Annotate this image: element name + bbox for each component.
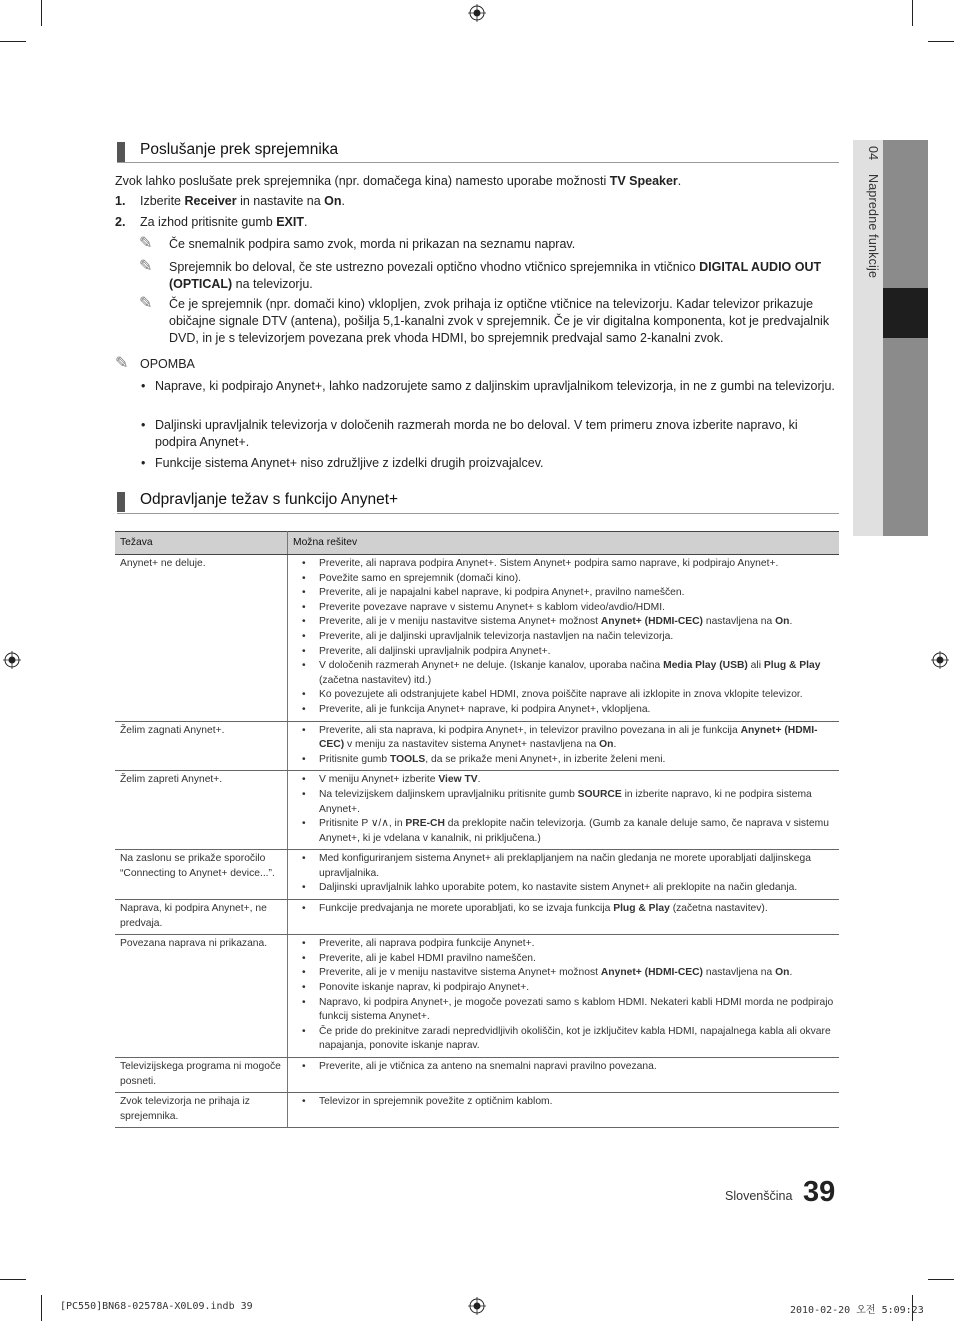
problem-cell: Anynet+ ne deluje. [115,555,288,722]
opomba-label: OPOMBA [140,357,195,371]
solution-item: • Ko povezujete ali odstranjujete kabel HDMI, znova poiščite naprave ali izklopite in znova vklopite televizor. [293,688,834,703]
bullet-marker: • [141,379,146,393]
problem-cell: Televizijskega programa ni mogoče posneti. [115,1058,288,1093]
solution-item: • Ponovite iskanje naprav, ki podpirajo Anynet+. [293,981,834,996]
table-row [115,1093,839,1128]
solution-cell [288,935,840,1058]
crop-mark [41,1295,42,1321]
pencil-note-icon: ✎ [139,235,153,252]
print-date: 2010-02-20 오전 5:09:23 [790,1305,924,1316]
note-text: Če snemalnik podpira samo zvok, morda ni prikazan na seznamu naprav. [169,237,576,251]
table-row [115,555,839,722]
solution-cell [288,850,840,900]
heading-rule [117,513,839,514]
solution-cell [288,721,840,771]
pencil-note-icon: ✎ [115,355,129,372]
solution-item: • Preverite, ali sta naprava, ki podpira Anynet+, in televizor pravilno povezana in ali je funkcija Anynet+ (HDMI-CEC) v meniju za nastavitev sistema Anynet+ nastavljena na On. [293,724,834,753]
solution-item: • Napravo, ki podpira Anynet+, je mogoče povezati samo s kablom HDMI. Nekateri kabli HDMI morda ne podpirajo funkcij sistema Anynet+. [293,996,834,1025]
solution-item: • Preverite, ali je v meniju nastavitve sistema Anynet+ možnost Anynet+ (HDMI-CEC) nastavljena na On. [293,966,834,981]
problem-cell: Želim zagnati Anynet+. [115,721,288,771]
solution-item: • Če pride do prekinitve zaradi nepredvidljivih okoliščin, kot je izključitev kabla HDMI, napajalnega kabla ali okvare napajanja, ponovite iskanje naprav. [293,1025,834,1054]
solution-item: • Preverite, ali naprava podpira Anynet+. Sistem Anynet+ podpira samo naprave, ki podpirajo Anynet+. [293,557,834,572]
solution-cell [288,900,840,935]
table-row [115,935,839,1058]
step-2: 2. Za izhod pritisnite gumb EXIT. [115,215,308,229]
column-header-solution: Možna rešitev [288,532,840,555]
file-info: [PC550]BN68-02578A-X0L09.indb 39 [60,1301,253,1312]
section-heading-receiver: Poslušanje prek sprejemnika [140,141,339,158]
solution-item: • V določenih razmerah Anynet+ ne deluje. (Iskanje kanalov, uporaba načina Media Play (USB) ali Plug & Play (začetna nastavitev) itd.) [293,659,834,688]
solution-item: • Na televizijskem daljinskem upravljalniku pritisnite gumb SOURCE in izberite napravo, ki ne podpira sistema Anynet+. [293,788,834,817]
solution-item: • Funkcije predvajanja ne morete uporabljati, ko se izvaja funkcija Plug & Play (začetna nastavitev). [293,902,834,917]
solution-item: • Povežite samo en sprejemnik (domači kino). [293,572,834,587]
solution-item: • Preverite, ali je kabel HDMI pravilno nameščen. [293,952,834,967]
registration-mark-icon [468,4,486,22]
chapter-number: 04 [866,146,880,161]
solution-item: • Pritisnite P ∨/∧, in PRE-CH da preklopite način televizorja. (Gumb za kanale deluje samo, če naprava v sistemu Anynet+, ki je vdelana v kanalnik, ni priključena.) [293,817,834,846]
table-row [115,771,839,850]
heading-marker [117,492,125,512]
table-row [115,721,839,771]
solution-item: • Pritisnite gumb TOOLS, da se prikaže meni Anynet+, in izberite želeni meni. [293,753,834,768]
chapter-tab-strip [883,140,928,288]
chapter-tab-marker [883,288,928,338]
solution-item: • Preverite povezave naprave v sistemu Anynet+ s kablom video/avdio/HDMI. [293,601,834,616]
table-header-row [115,532,839,555]
solution-item: • Preverite, ali je daljinski upravljalnik televizorja nastavljen na način televizorja. [293,630,834,645]
column-header-problem: Težava [115,532,288,555]
troubleshooting-table [115,531,839,1128]
problem-cell: Naprava, ki podpira Anynet+, ne predvaja. [115,900,288,935]
note-bullet: Naprave, ki podpirajo Anynet+, lahko nadzorujete samo z daljinskim upravljalnikom televizorja, in ne z gumbi na televizorju. [155,379,835,393]
problem-cell: Želim zapreti Anynet+. [115,771,288,850]
section-heading-troubleshooting: Odpravljanje težav s funkcijo Anynet+ [140,491,399,508]
note-text: Če je sprejemnik (npr. domači kino) vklopljen, zvok prihaja iz optične vtičnice na televizorju. Kadar televizor prikazuje običajne signale DTV (antena), pošilja 5,1-kanalni zvok v sprejemnik. Če je vir digitalna komponenta, kot je predvajalnik DVD, in je s televizorjem povezana prek vhoda HDMI, bo sprejemnik predvajal samo 2-kanalni zvok. [169,297,830,345]
heading-marker [117,142,125,162]
solution-item: • Preverite, ali daljinski upravljalnik podpira Anynet+. [293,645,834,660]
crop-mark [912,0,913,26]
solution-item: • Preverite, ali je v meniju nastavitve sistema Anynet+ možnost Anynet+ (HDMI-CEC) nastavljena na On. [293,615,834,630]
crop-mark [41,0,42,26]
pencil-note-icon: ✎ [139,295,153,312]
note-bullet: Daljinski upravljalnik televizorja v določenih razmerah morda ne bo deloval. V tem primeru znova izberite napravo, ki podpira Anynet+. [155,418,798,449]
solution-item: • Preverite, ali je vtičnica za anteno na snemalni napravi pravilno povezana. [293,1060,834,1075]
solution-item: • Daljinski upravljalnik lahko uporabite potem, ko nastavite sistem Anynet+ ali preklopite na način gledanja. [293,881,834,896]
intro-paragraph: Zvok lahko poslušate prek sprejemnika (npr. domačega kina) namesto uporabe možnosti TV Speaker. [115,174,682,188]
solution-item: • Televizor in sprejemnik povežite z optičnim kablom. [293,1095,834,1110]
problem-cell: Povezana naprava ni prikazana. [115,935,288,1058]
solution-item: • Preverite, ali je funkcija Anynet+ naprave, ki podpira Anynet+, vklopljena. [293,703,834,718]
table-row [115,900,839,935]
crop-mark [928,1279,954,1280]
solution-cell [288,1058,840,1093]
problem-cell: Na zaslonu se prikaže sporočilo “Connecting to Anynet+ device...”. [115,850,288,900]
chapter-tab-label [856,146,880,288]
solution-item: • Preverite, ali naprava podpira funkcije Anynet+. [293,937,834,952]
bullet-marker: • [141,456,146,470]
bullet-marker: • [141,418,146,432]
problem-cell: Zvok televizorja ne prihaja iz sprejemnika. [115,1093,288,1128]
note-text: Sprejemnik bo deloval, če ste ustrezno povezali optično vhodno vtičnico sprejemnika in vtičnico DIGITAL AUDIO OUT (OPTICAL) na televizorju. [169,260,822,291]
table-row [115,850,839,900]
step-1: 1. Izberite Receiver in nastavite na On. [115,194,345,208]
solution-cell [288,771,840,850]
crop-mark [928,41,954,42]
chapter-title: Napredne funkcije [866,174,880,279]
chapter-tab-strip [883,338,928,536]
crop-mark [0,41,26,42]
footer-language: Slovenščina [725,1189,793,1203]
note-bullet: Funkcije sistema Anynet+ niso združljive z izdelki drugih proizvajalcev. [155,456,544,470]
registration-mark-icon [468,1297,486,1315]
page-number: 39 [803,1176,836,1208]
solution-cell [288,1093,840,1128]
heading-rule [117,162,839,163]
registration-mark-icon [3,651,21,669]
solution-item: • V meniju Anynet+ izberite View TV. [293,773,834,788]
registration-mark-icon [931,651,949,669]
solution-item: • Med konfiguriranjem sistema Anynet+ ali preklapljanjem na način gledanja ne morete uporabljati daljinskega upravljalnika. [293,852,834,881]
solution-item: • Preverite, ali je napajalni kabel naprave, ki podpira Anynet+, pravilno nameščen. [293,586,834,601]
crop-mark [0,1279,26,1280]
table-row [115,1058,839,1093]
pencil-note-icon: ✎ [139,258,153,275]
solution-cell [288,555,840,722]
